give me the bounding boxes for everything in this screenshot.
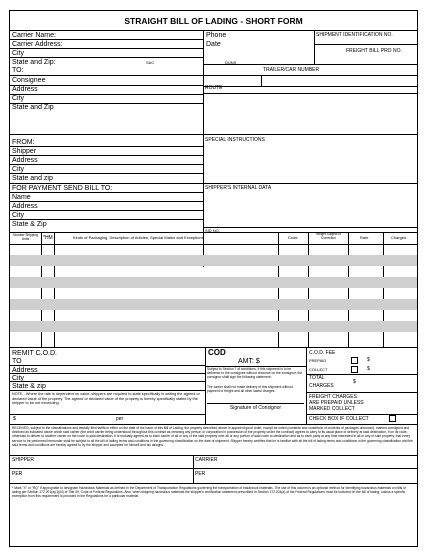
- prepaid-checkbox[interactable]: [351, 357, 358, 364]
- total-charges-label: CHARGES: [309, 383, 334, 389]
- from-city-label: City: [12, 166, 25, 173]
- date-label: Date: [206, 41, 221, 48]
- cod-fee-label: C.O.D. FEE: [309, 350, 336, 356]
- col-units: Number Shipping Units: [13, 233, 38, 241]
- remit-city-label: City: [12, 375, 25, 382]
- divider: [10, 373, 205, 374]
- delivery-text: The carrier shall not make delivery of this shipment without payment of freight and all other lawful charges.: [207, 385, 293, 394]
- divider: [261, 75, 262, 86]
- divider: [10, 183, 417, 184]
- payment-city-label: City: [12, 212, 25, 219]
- freight-line2: ARE PREPAID UNLESS: [309, 400, 364, 406]
- from-heading: FROM:: [12, 139, 35, 146]
- freight-bill-label: FREIGHT BILL PRO NO.: [346, 48, 402, 54]
- carrier-state-zip-label: State and Zip:: [12, 59, 56, 66]
- shipper-sign-label: SHIPPER: [12, 457, 34, 463]
- form-title: STRAIGHT BILL OF LADING - SHORT FORM: [124, 16, 303, 26]
- divider: [10, 173, 203, 174]
- from-address-label: Address: [12, 157, 38, 164]
- received-paragraph: RECEIVED, subject to the classifications and lawfully filed tariffs in effect on the date of the issue of this Bill of Lading, the property described above in apparent good order, except as noted (contents and conditions of contents of packages unknown), marked consigned and destined as indicated above which said carrier (the word carrier being understood throughout this contract as meaning any person or corporation in possession of the property under the contract) agrees to carry to its usual place of delivery at said destination, if on its route, otherwise to deliver to another carrier on the route to said destination. It is mutually agreed as to each carrier of all or any of the said property over all or any portion of said route to destination and as to each party at any time interested in all or any of said property, that every service to be performed hereunder shall be subject to all the bill of lading terms and conditions in the governing classification on the date of shipment. Shipper hereby certifies that he is familiar with all the bill of lading terms and conditions in the governing classification and the said terms and conditions are hereby agreed to by the shipper and accepted for himself and his assigns.: [12, 426, 413, 447]
- col-rate: Rate: [360, 235, 369, 240]
- divider: [10, 134, 417, 135]
- remit-address-label: Address: [12, 367, 38, 374]
- divider: [10, 365, 205, 366]
- payment-state-zip-label: State & Zip: [12, 221, 47, 228]
- divider: [10, 424, 417, 425]
- shipper-per-label: PER: [12, 471, 23, 477]
- table-row: [10, 321, 417, 332]
- divider: [306, 414, 417, 415]
- divider: [10, 48, 203, 49]
- divider: [10, 455, 417, 456]
- collect-box[interactable]: [389, 415, 396, 422]
- table-row: [10, 299, 417, 310]
- carrier-city-label: City: [12, 50, 25, 57]
- to-heading: TO:: [12, 67, 24, 74]
- divider: [10, 483, 417, 484]
- divider: [10, 201, 203, 202]
- cod-heading: COD: [208, 348, 226, 357]
- divider: [10, 414, 205, 415]
- declared-per: per: [116, 416, 124, 422]
- freight-line3: MARKED COLLECT: [309, 406, 355, 412]
- divider: [203, 227, 417, 228]
- duns-label: DUNS: [225, 60, 237, 65]
- divider: [203, 93, 417, 94]
- to-state-zip-label: State and Zip: [12, 104, 54, 111]
- divider: [10, 381, 205, 382]
- internal-data-label: SHIPPER'S INTERNAL DATA: [205, 185, 272, 191]
- table-row: [10, 277, 417, 288]
- col-hm: *HM: [43, 235, 53, 241]
- divider: [205, 347, 206, 414]
- to-city-label: City: [12, 95, 25, 102]
- route-label: ROUTE: [205, 85, 223, 91]
- divider: [10, 232, 417, 233]
- divider: [10, 219, 203, 220]
- trailer-label: TRAILER/CAR NUMBER: [263, 67, 320, 73]
- payment-address-label: Address: [12, 203, 38, 210]
- shipment-id-label: SHIPMENT IDENTIFICATION NO.: [316, 32, 393, 38]
- carrier-per-label: PER: [195, 471, 206, 477]
- phone-label: Phone: [206, 32, 227, 39]
- divider: [10, 210, 203, 211]
- divider: [10, 244, 417, 245]
- sac-label: SAC: [146, 60, 155, 65]
- divider: [10, 30, 417, 31]
- freight-line1: FREIGHT CHARGES: [309, 394, 357, 400]
- collect-label: COLLECT: [309, 367, 328, 372]
- divider: [10, 57, 203, 58]
- total-dollar: $: [353, 379, 356, 385]
- declared-dollar: $: [13, 416, 16, 422]
- divider: [193, 455, 194, 483]
- remit-heading: REMIT C.O.D.: [12, 350, 57, 357]
- divider: [10, 146, 203, 147]
- carrier-name-label: Carrier Name:: [12, 32, 56, 39]
- cod-amount-label: AMT: $: [238, 358, 260, 365]
- prepaid-dollar: $: [367, 357, 370, 363]
- section7-text: Subject to Section 7 of conditions, if this shipment is to be delivered to the consignee without recourse on the consignor, the consignor shall sign the following statement:: [207, 367, 303, 380]
- signature-label: Signature of Consignor: [229, 405, 282, 411]
- bill-of-lading-form: [9, 10, 418, 547]
- divider: [10, 155, 203, 156]
- divider: [10, 468, 417, 469]
- divider: [314, 30, 315, 64]
- total-label: TOTAL: [309, 375, 325, 381]
- divider: [10, 103, 203, 104]
- shipper-label: Shipper: [12, 148, 37, 155]
- prepaid-label: PREPAID: [309, 358, 327, 363]
- note-text: NOTE - Where the rate is dependent on value, shippers are required to state specifically in writing the agreed or declared value of the property. The agreed or declared value of the property is hereby specifically stated by the shipper to be not exceeding: [12, 392, 200, 406]
- divider: [10, 85, 203, 86]
- divider: [10, 94, 203, 95]
- consignee-label: Consignee: [12, 77, 46, 84]
- payment-heading: FOR PAYMENT SEND BILL TO:: [12, 185, 113, 192]
- check-collect-label: CHECK BOX IF COLLECT: [309, 416, 369, 422]
- divider: [10, 192, 203, 193]
- table-row: [10, 255, 417, 266]
- divider: [203, 86, 417, 87]
- to-address-label: Address: [12, 86, 38, 93]
- divider: [203, 30, 204, 75]
- col-kinds: Kinds of Packaging, Description of Articles, Special Marks and Exceptions: [73, 235, 204, 240]
- divider: [10, 390, 205, 391]
- signature-line: [207, 403, 304, 404]
- collect-dollar: $: [367, 366, 370, 372]
- divider: [306, 392, 417, 393]
- from-state-zip-label: State and zip: [12, 175, 53, 182]
- footnote: * Mark "X" or "RQ" if appropriate to designate Hazardous Materials as defined in the Department of Transportation Regulations governing the transportation of hazardous materials. The use of this column is an optional method for identifying hazardous materials on bills of lading per Section 172.201(a)(1)(iii) of Title 49, Code of Federal Regulations. Also, when shipping hazardous materials the shipper's certification statement prescribed in Section 172.204(a) of the Federal Regulations must be included on the bill of lading, unless a specific exemption from this requirement is provided in the Regulations for a particular material.: [12, 486, 406, 499]
- remit-state-zip-label: State & zip: [12, 383, 46, 390]
- col-code: Code: [288, 235, 298, 240]
- col-charges: Charges: [391, 235, 407, 240]
- col-weight: Weight Subject to Correction: [316, 232, 341, 240]
- carrier-sign-label: CARRIER: [195, 457, 218, 463]
- carrier-address-label: Carrier Address:: [12, 41, 63, 48]
- divider: [10, 164, 203, 165]
- divider: [306, 414, 307, 424]
- remit-to-label: TO: [12, 358, 22, 365]
- collect-checkbox[interactable]: [351, 366, 358, 373]
- divider: [10, 39, 203, 40]
- payment-name-label: Name: [12, 194, 31, 201]
- divider: [10, 75, 417, 76]
- divider: [314, 44, 417, 45]
- divider: [306, 347, 307, 414]
- special-instructions-label: SPECIAL INSTRUCTIONS: [205, 137, 265, 143]
- sid-label: SID NO.: [205, 228, 220, 233]
- divider: [205, 414, 206, 424]
